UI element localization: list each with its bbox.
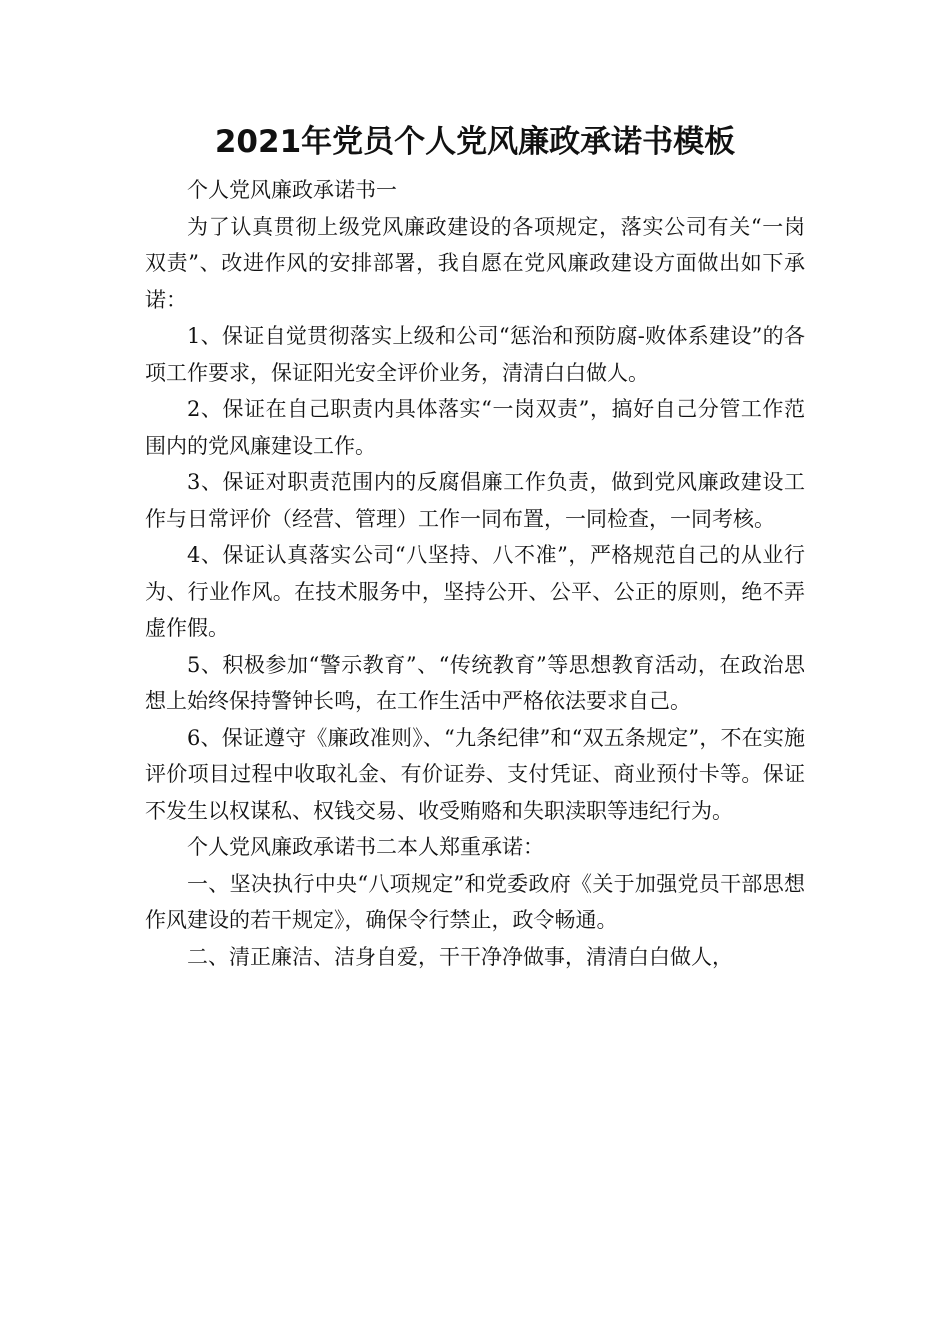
paragraph-item-two: 二、清正廉洁、洁身自爱，干干净净做事，清清白白做人，: [187, 944, 733, 969]
paragraph-item-5: 5、积极参加“警示教育”、“传统教育”等思想教育活动，在政治思想上始终保持警钟长鸣，在工作生活中严格依法要求自己。: [145, 652, 805, 713]
paragraph-item-3: 3、保证对职责范围内的反腐倡廉工作负责，做到党风廉政建设工作与日常评价（经营、管理）工作一同布置，一同检查，一同考核。: [145, 470, 805, 531]
paragraph-item-one: 一、坚决执行中央“八项规定”和党委政府《关于加强党员干部思想作风建设的若干规定》，确保令行禁止，政令畅通。: [145, 871, 805, 932]
document-title: 2021年党员个人党风廉政承诺书模板: [214, 124, 736, 160]
paragraph-item-1: 1、保证自觉贯彻落实上级和公司“惩治和预防腐-败体系建设”的各项工作要求，保证阳光安全评价业务，清清白白做人。: [145, 324, 805, 385]
paragraph-item-2: 2、保证在自己职责内具体落实“一岗双责”，搞好自己分管工作范围内的党风廉建设工作。: [145, 397, 805, 458]
paragraph-item-6: 6、保证遵守《廉政准则》、“九条纪律”和“双五条规定”，不在实施评价项目过程中收取礼金、有价证券、支付凭证、商业预付卡等。保证不发生以权谋私、权钱交易、收受贿赂和失职渎职等违纪行为。: [145, 725, 805, 823]
document-body: [145, 172, 805, 975]
paragraph-intro: 为了认真贯彻上级党风廉政建设的各项规定，落实公司有关“一岗双责”、改进作风的安排部署，我自愿在党风廉政建设方面做出如下承诺：: [145, 214, 805, 312]
paragraph-item-4: 4、保证认真落实公司“八坚持、八不准”，严格规范自己的从业行为、行业作风。在技术服务中，坚持公开、公平、公正的原则，绝不弄虚作假。: [145, 543, 805, 640]
section-heading-two: 个人党风廉政承诺书二本人郑重承诺：: [187, 835, 544, 859]
section-heading-one: 个人党风廉政承诺书一: [187, 178, 397, 202]
